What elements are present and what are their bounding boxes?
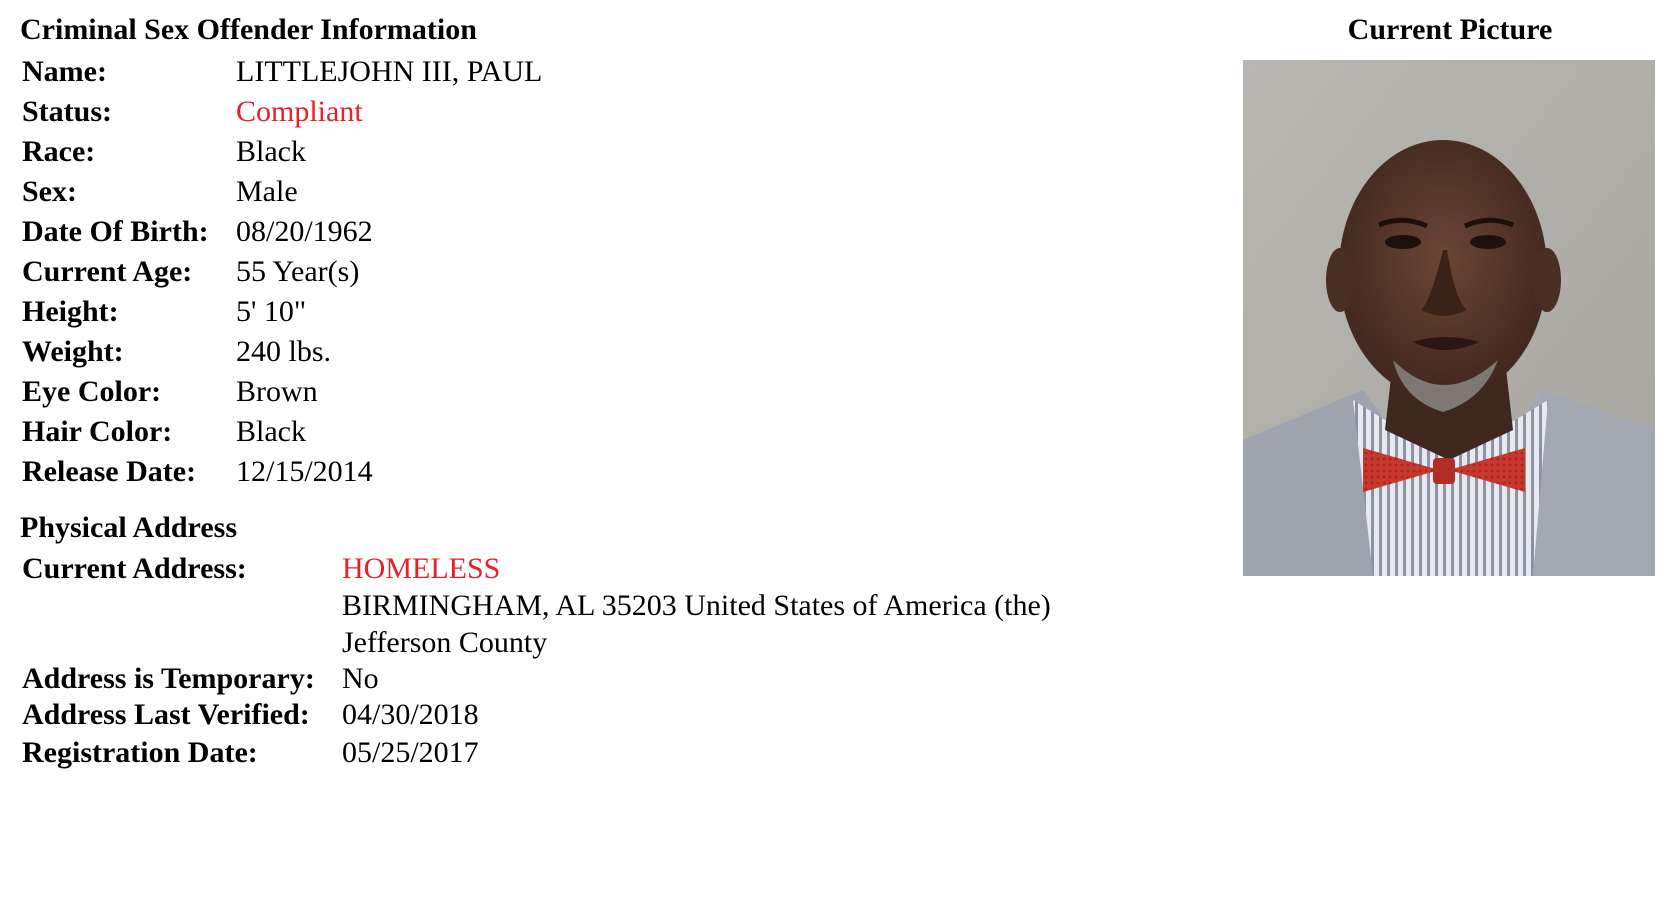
weight-label: Weight: bbox=[22, 335, 124, 368]
temporary-value: No bbox=[342, 662, 379, 695]
race-value: Black bbox=[236, 135, 306, 168]
current-address-line1: HOMELESS bbox=[342, 552, 501, 585]
offender-info-table bbox=[20, 52, 542, 492]
dob-value: 08/20/1962 bbox=[236, 215, 373, 248]
info-row-eye-color bbox=[20, 372, 542, 412]
race-label: Race: bbox=[22, 135, 96, 168]
address-table bbox=[20, 550, 1062, 773]
address-row-verified bbox=[20, 697, 1062, 733]
current-address-value bbox=[342, 550, 1062, 661]
current-address-line2: BIRMINGHAM, AL 35203 United States of America (the) bbox=[342, 589, 1051, 622]
name-label: Name: bbox=[22, 55, 107, 88]
info-row-release-date bbox=[20, 452, 542, 492]
dob-label: Date Of Birth: bbox=[22, 215, 209, 248]
hair-color-value: Black bbox=[236, 415, 306, 448]
age-value: 55 Year(s) bbox=[236, 255, 360, 288]
eye-color-label: Eye Color: bbox=[22, 375, 162, 408]
address-row-current bbox=[20, 550, 1062, 661]
sex-value: Male bbox=[236, 175, 298, 208]
info-row-race bbox=[20, 132, 542, 172]
offender-info-panel bbox=[20, 8, 1100, 773]
info-row-age bbox=[20, 252, 542, 292]
release-date-label: Release Date: bbox=[22, 455, 197, 488]
registration-label: Registration Date: bbox=[22, 736, 258, 769]
picture-title: Current Picture bbox=[1347, 13, 1553, 46]
sex-label: Sex: bbox=[22, 175, 77, 208]
registration-value: 05/25/2017 bbox=[342, 736, 479, 769]
info-row-weight bbox=[20, 332, 542, 372]
weight-value: 240 lbs. bbox=[236, 335, 332, 368]
address-section-title: Physical Address bbox=[20, 511, 237, 544]
hair-color-label: Hair Color: bbox=[22, 415, 173, 448]
eye-color-value: Brown bbox=[236, 375, 318, 408]
info-row-status bbox=[20, 92, 542, 132]
current-address-line3: Jefferson County bbox=[342, 626, 548, 659]
height-value: 5' 10" bbox=[236, 295, 307, 328]
release-date-value: 12/15/2014 bbox=[236, 455, 373, 488]
info-row-hair-color bbox=[20, 412, 542, 452]
info-row-name bbox=[20, 52, 542, 92]
address-row-temporary bbox=[20, 661, 1062, 697]
current-address-label: Current Address: bbox=[22, 552, 247, 585]
offender-section-title: Criminal Sex Offender Information bbox=[20, 13, 477, 46]
info-row-dob bbox=[20, 212, 542, 252]
status-value: Compliant bbox=[236, 95, 363, 128]
height-label: Height: bbox=[22, 295, 119, 328]
offender-photo-icon bbox=[1243, 60, 1655, 576]
temporary-label: Address is Temporary: bbox=[22, 662, 315, 695]
info-row-height bbox=[20, 292, 542, 332]
info-row-sex bbox=[20, 172, 542, 212]
verified-value: 04/30/2018 bbox=[342, 698, 479, 731]
name-value: LITTLEJOHN III, PAUL bbox=[236, 55, 543, 88]
verified-label: Address Last Verified: bbox=[22, 698, 310, 731]
picture-panel bbox=[1240, 8, 1660, 52]
age-label: Current Age: bbox=[22, 255, 193, 288]
status-label: Status: bbox=[22, 95, 113, 128]
offender-photo bbox=[1243, 60, 1655, 576]
address-row-registration bbox=[20, 733, 1062, 773]
